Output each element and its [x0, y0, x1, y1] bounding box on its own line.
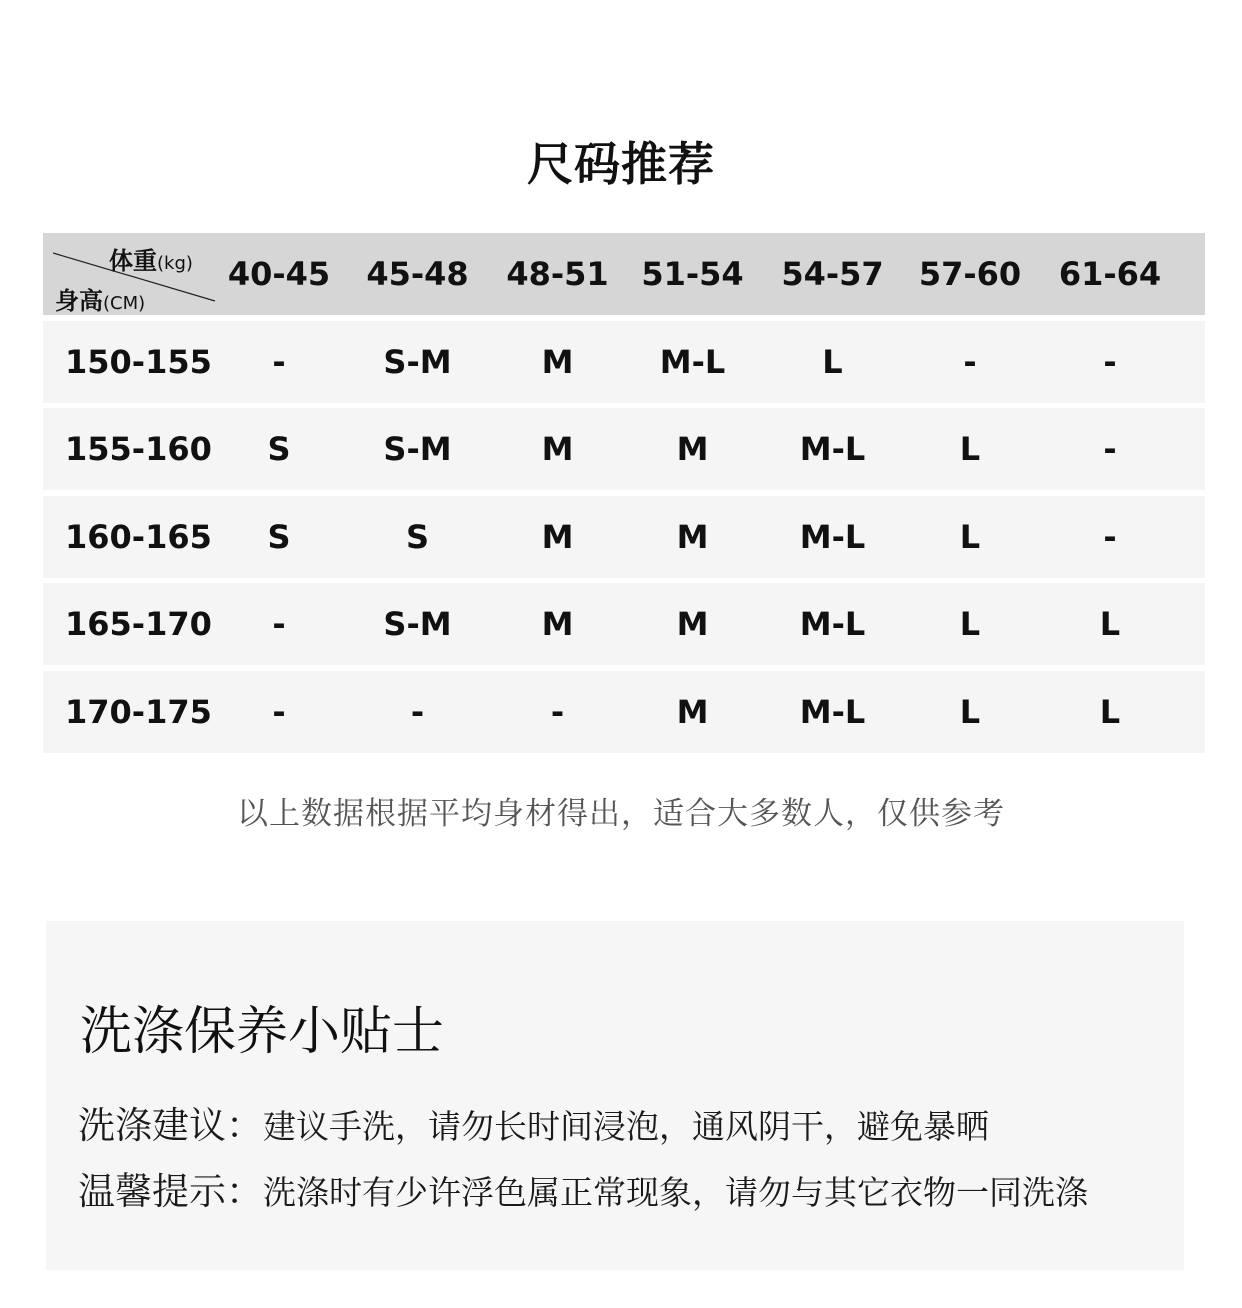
size-cell: -	[272, 342, 286, 381]
height-range-cell: 150-155	[65, 342, 212, 381]
weight-range-header: 48-51	[506, 255, 609, 293]
care-tips-title: 洗涤保养小贴士	[80, 1002, 445, 1062]
size-cell: -	[410, 692, 425, 731]
size-cell: M	[541, 342, 574, 381]
size-cell: S	[405, 517, 430, 556]
height-range-cell: 155-160	[65, 430, 212, 468]
size-cell: M	[541, 430, 574, 468]
size-cell: L	[959, 430, 981, 468]
page-title: 尺码推荐	[527, 137, 715, 191]
care-tips-panel	[46, 921, 1184, 1270]
size-cell: M	[676, 605, 709, 643]
care-tip-label: 温馨提示：	[78, 1170, 263, 1213]
height-range-cell: 170-175	[65, 692, 212, 731]
care-tip-text: 洗涤时有少许浮色属正常现象，请勿与其它衣物一同洗涤	[263, 1173, 1088, 1212]
size-cell: L	[1099, 605, 1121, 643]
size-cell: S	[267, 430, 291, 468]
size-cell: L	[1099, 692, 1121, 731]
size-cell: M-L	[799, 517, 866, 556]
care-tip-label: 洗涤建议：	[78, 1104, 263, 1147]
weight-range-header: 40-45	[227, 255, 331, 293]
size-cell: M	[541, 605, 574, 643]
size-cell: -	[963, 342, 977, 381]
size-cell: M	[541, 517, 574, 556]
size-cell: L	[822, 342, 843, 381]
table-row	[43, 408, 1205, 490]
table-row	[43, 671, 1205, 753]
size-cell: L	[959, 605, 981, 643]
weight-range-header: 51-54	[641, 255, 744, 293]
weight-axis-label: 体重(kg)	[109, 247, 193, 275]
size-cell: L	[959, 517, 981, 556]
weight-range-header: 61-64	[1058, 255, 1162, 293]
care-tip-line	[78, 1095, 989, 1149]
size-cell: S-M	[383, 430, 452, 468]
size-note: 以上数据根据平均身材得出，适合大多数人，仅供参考	[237, 796, 1005, 832]
height-range-cell: 160-165	[65, 517, 212, 556]
size-cell: -	[1103, 430, 1117, 468]
size-cell: -	[272, 692, 286, 731]
size-cell: -	[1103, 342, 1117, 381]
size-cell: S-M	[383, 605, 452, 643]
size-cell: M-L	[799, 430, 866, 468]
size-cell: M-L	[799, 605, 866, 643]
size-cell: -	[1103, 517, 1117, 556]
size-table	[43, 233, 1205, 753]
weight-range-header: 54-57	[781, 255, 884, 293]
size-cell: L	[959, 692, 981, 731]
size-cell: S	[267, 517, 291, 556]
weight-range-header: 57-60	[918, 255, 1022, 293]
care-tip-line	[78, 1161, 1088, 1215]
size-cell: M	[676, 692, 709, 731]
size-cell: -	[550, 692, 565, 731]
table-row	[43, 583, 1205, 665]
care-tip-text: 建议手洗，请勿长时间浸泡，通风阴干，避免暴晒	[263, 1107, 989, 1146]
size-cell: S-M	[383, 342, 452, 381]
height-axis-label: 身高(CM)	[55, 287, 146, 315]
table-corner-header	[43, 233, 218, 315]
table-header-row	[43, 233, 1205, 315]
size-cell: M	[676, 517, 709, 556]
size-cell: -	[272, 605, 286, 643]
size-cell: M-L	[799, 692, 866, 731]
height-range-cell: 165-170	[65, 605, 212, 643]
size-cell: M	[676, 430, 709, 468]
table-row	[43, 496, 1205, 578]
table-row	[43, 321, 1205, 403]
size-cell: M-L	[659, 342, 726, 381]
weight-range-header: 45-48	[366, 255, 469, 293]
